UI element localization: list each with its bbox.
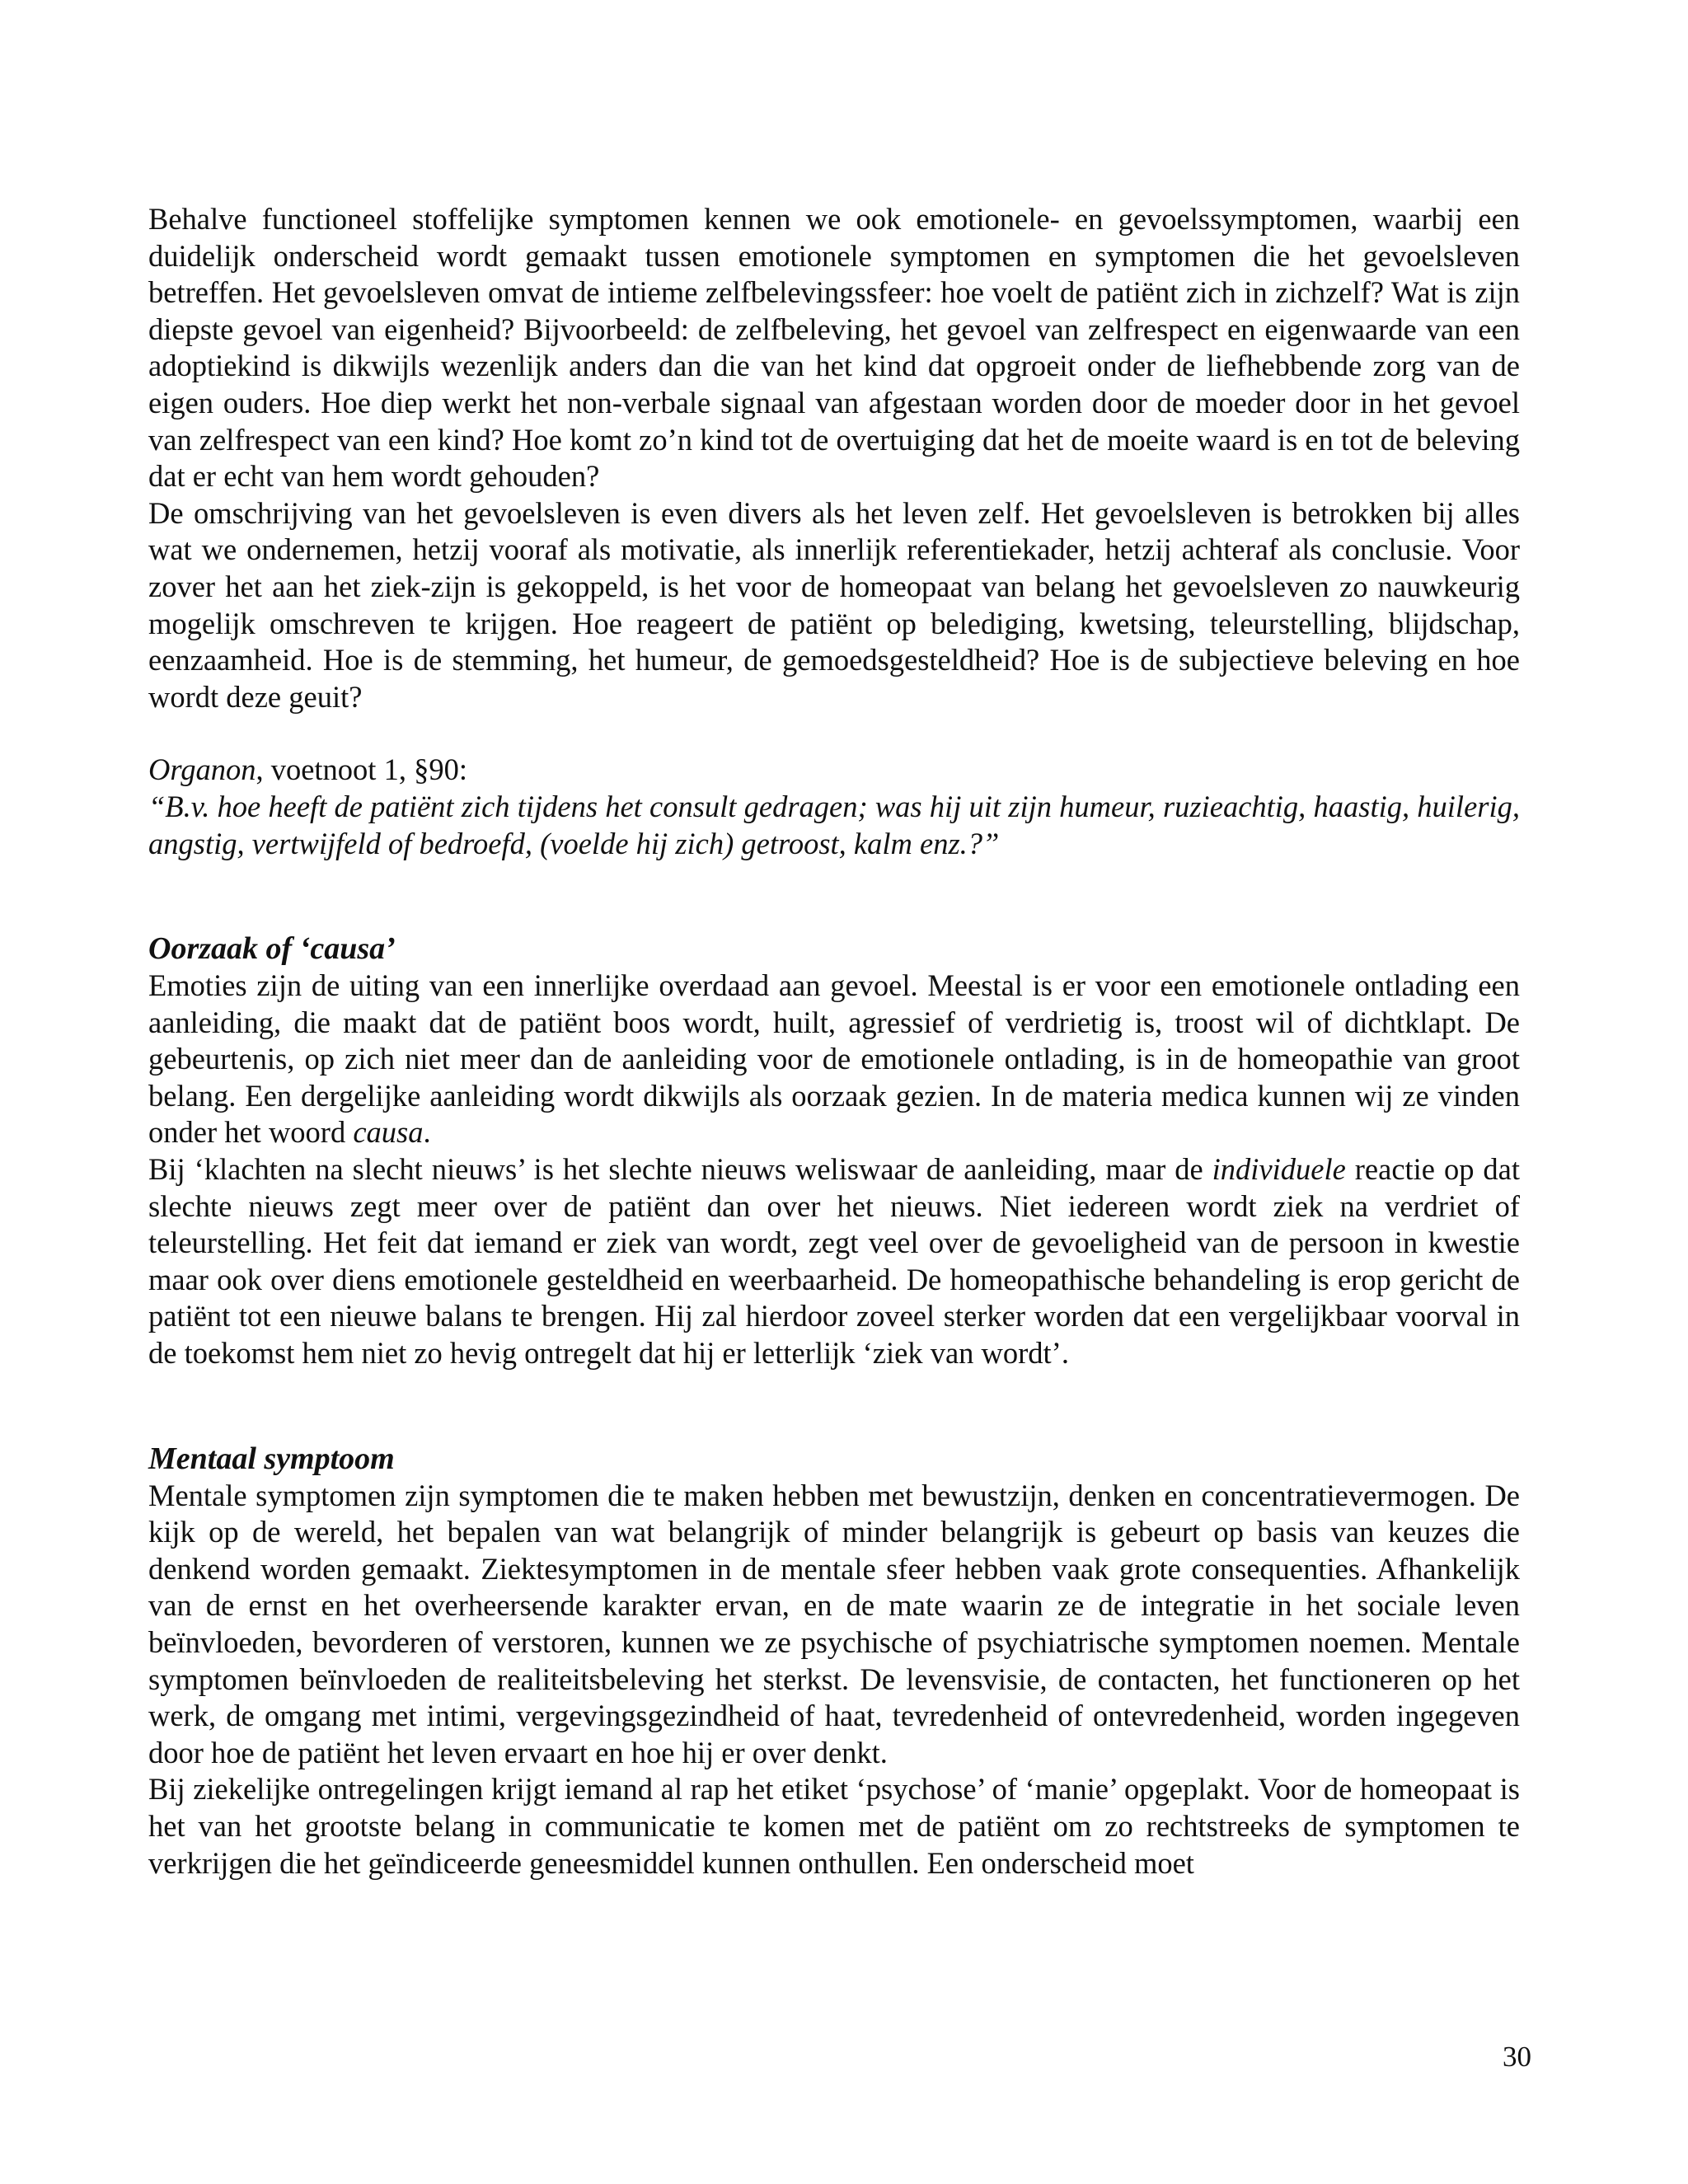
quote-source-ref: , voetnoot 1, §90: bbox=[256, 752, 467, 787]
spacer bbox=[148, 715, 1520, 752]
spacer bbox=[148, 1372, 1520, 1440]
quote-source-title: Organon bbox=[148, 752, 256, 787]
spacer bbox=[148, 862, 1520, 930]
quote-source bbox=[148, 752, 1520, 789]
causa-paragraph-1-end: . bbox=[423, 1115, 431, 1150]
intro-paragraph-1: Behalve functioneel stoffelijke symptomen kennen we ook emotionele- en gevoelssymptomen, waarbij een duidelijk onderscheid wordt gemaakt tussen emotionele symptomen en symptomen die het gevoelsleven betreffen. Het gevoelsleven omvat de intieme zelfbelevingssfeer: hoe voelt de patiënt zich in zichzelf? Wat is zijn diepste gevoel van eigenheid? Bijvoorbeeld: de zelfbeleving, het gevoel van zelfrespect en eigenwaarde van een adoptiekind is dikwijls wezenlijk anders dan die van het kind dat opgroeit onder de liefhebbende zorg van de eigen ouders. Hoe diep werkt het non-verbale signaal van afgestaan worden door de moeder door in het gevoel van zelfrespect van een kind? Hoe komt zo’n kind tot de overtuiging dat het de moeite waard is en tot de beleving dat er echt van hem wordt gehouden? bbox=[148, 202, 1520, 494]
causa-paragraph-1 bbox=[148, 968, 1520, 1151]
causa-paragraph-2-end: reactie op dat slechte nieuws zegt meer over de patiënt dan over het nieuws. Niet iedereen wordt ziek na verdriet of teleurstelling. Het feit dat iemand er ziek van wordt, zegt veel over de gevoeligheid van de persoon in kwestie maar ook over diens emotionele gesteldheid en weerbaarheid. De homeopathische behandeling is erop gericht de patiënt tot een nieuwe balans te brengen. Hij zal hierdoor zoveel sterker worden dat een vergelijkbaar voorval in de toekomst hem niet zo hevig ontregelt dat hij er letterlijk ‘ziek van wordt’. bbox=[148, 1152, 1520, 1371]
causa-term: causa bbox=[353, 1115, 424, 1150]
causa-paragraph-2-text: Bij ‘klachten na slecht nieuws’ is het slechte nieuws weliswaar de aanleiding, maar de bbox=[148, 1152, 1212, 1187]
section-heading-mentaal: Mentaal symptoom bbox=[148, 1441, 395, 1476]
page-body bbox=[148, 201, 1520, 1882]
page-number: 30 bbox=[1503, 2041, 1531, 2073]
intro-paragraph-2: De omschrijving van het gevoelsleven is even divers als het leven zelf. Het gevoelsleven is betrokken bij alles wat we ondernemen, hetzij vooraf als motivatie, als innerlijk referentiekader, hetzij achteraf als conclusie. Voor zover het aan het ziek-zijn is gekoppeld, is het voor de homeopaat van belang het gevoelsleven zo nauwkeurig mogelijk omschreven te krijgen. Hoe reageert de patiënt op belediging, kwetsing, teleurstelling, blijdschap, eenzaamheid. Hoe is de stemming, het humeur, de gemoedsgesteldheid? Hoe is de subjectieve beleving en hoe wordt deze geuit? bbox=[148, 495, 1520, 714]
section-heading-causa: Oorzaak of ‘causa’ bbox=[148, 931, 396, 967]
individuele-term: individuele bbox=[1212, 1152, 1346, 1187]
causa-paragraph-2 bbox=[148, 1151, 1520, 1372]
quote-text: “B.v. hoe heeft de patiënt zich tijdens het consult gedragen; was hij uit zijn humeur, ruzieachtig, haastig, huilerig, angstig, vertwijfeld of bedroefd, (voelde hij zich) getroost, kalm enz.?” bbox=[148, 789, 1520, 860]
mentaal-paragraph-2: Bij ziekelijke ontregelingen krijgt iemand al rap het etiket ‘psychose’ of ‘manie’ opgeplakt. Voor de homeopaat is het van het grootste belang in communicatie te komen met de patiënt om zo rechtstreeks de symptomen te verkrijgen die het geïndiceerde geneesmiddel kunnen onthullen. Een onderscheid moet bbox=[148, 1772, 1520, 1880]
mentaal-paragraph-1: Mentale symptomen zijn symptomen die te maken hebben met bewustzijn, denken en concentratievermogen. De kijk op de wereld, het bepalen van wat belangrijk of minder belangrijk is gebeurt op basis van keuzes die denkend worden gemaakt. Ziektesymptomen in de mentale sfeer hebben vaak grote consequenties. Afhankelijk van de ernst en het overheersende karakter ervan, en de mate waarin ze de integratie in het sociale leven beïnvloeden, bevorderen of verstoren, kunnen we ze psychische of psychiatrische symptomen noemen. Mentale symptomen beïnvloeden de realiteitsbeleving het sterkst. De levensvisie, de contacten, het functioneren op het werk, de omgang met intimi, vergevingsgezindheid of haat, tevredenheid of ontevredenheid, worden ingegeven door hoe de patiënt het leven ervaart en hoe hij er over denkt. bbox=[148, 1478, 1520, 1769]
causa-paragraph-1-text: Emoties zijn de uiting van een innerlijke overdaad aan gevoel. Meestal is er voor een emotionele ontlading een aanleiding, die maakt dat de patiënt boos wordt, huilt, agressief of verdrietig is, troost wil of dichtklapt. De gebeurtenis, op zich niet meer dan de aanleiding voor de emotionele ontlading, is in de homeopathie van groot belang. Een dergelijke aanleiding wordt dikwijls als oorzaak gezien. In de materia medica kunnen wij ze vinden onder het woord bbox=[148, 968, 1520, 1150]
